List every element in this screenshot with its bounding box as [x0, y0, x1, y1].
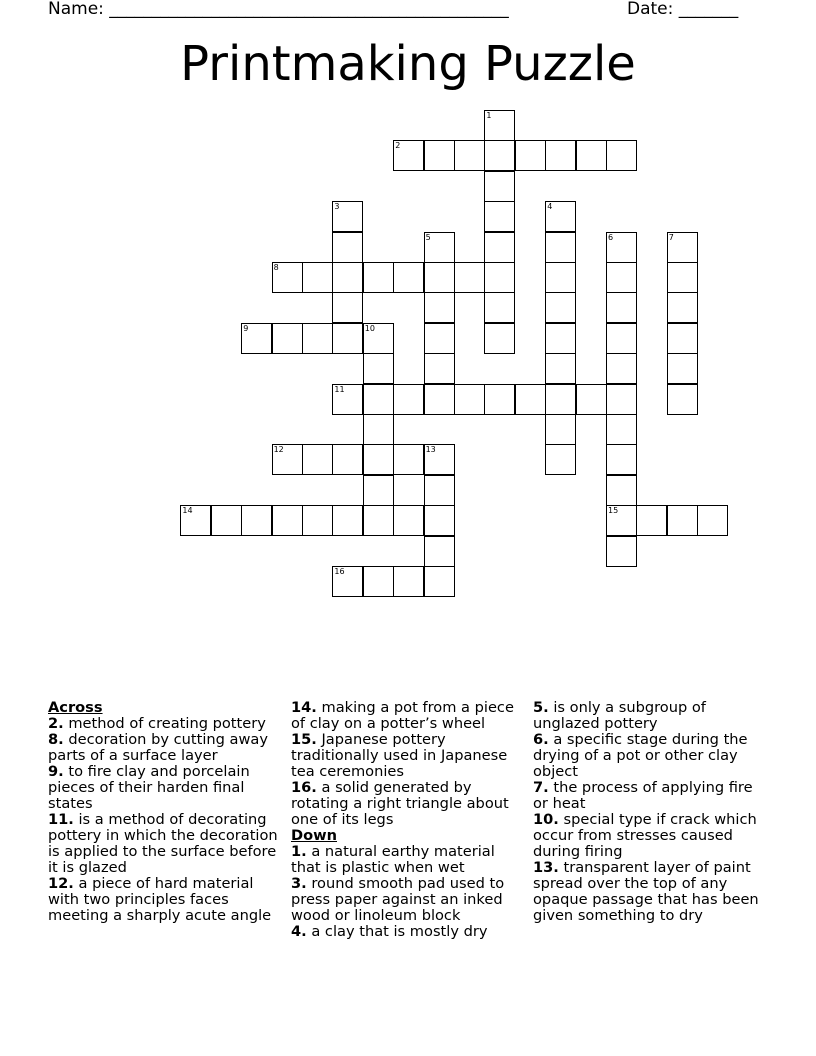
grid-cell[interactable]	[606, 323, 637, 354]
grid-cell[interactable]	[484, 232, 515, 263]
grid-cell[interactable]	[454, 140, 485, 171]
clue-item	[291, 844, 526, 876]
clue-item-text: decoration by cutting away parts of a surface layer	[48, 731, 268, 764]
grid-cell[interactable]	[606, 292, 637, 323]
clue-item-number: 16.	[291, 779, 317, 796]
grid-cell[interactable]	[363, 384, 394, 415]
grid-cell[interactable]	[606, 414, 637, 445]
grid-cell[interactable]	[545, 140, 576, 171]
grid-cell[interactable]	[302, 323, 333, 354]
grid-cell[interactable]	[545, 323, 576, 354]
grid-cell[interactable]	[606, 475, 637, 506]
grid-cell[interactable]	[576, 140, 607, 171]
clue-number-label: 2	[395, 141, 401, 151]
grid-cell[interactable]	[545, 262, 576, 293]
clue-item-number: 8.	[48, 731, 64, 748]
clue-item-number: 9.	[48, 763, 64, 780]
grid-cell[interactable]	[332, 262, 363, 293]
clue-item-text: special type if crack which occur from stresses caused during firing	[533, 811, 757, 860]
grid-cell[interactable]	[545, 444, 576, 475]
clue-number-label: 1	[486, 111, 492, 120]
grid-cell[interactable]	[606, 353, 637, 384]
grid-cell[interactable]	[515, 140, 546, 171]
clue-number-label: 16	[334, 567, 345, 576]
grid-cell[interactable]	[424, 262, 455, 293]
across-clues	[48, 716, 283, 924]
clue-item-number: 1.	[291, 843, 307, 860]
grid-cell[interactable]	[302, 262, 333, 293]
grid-cell[interactable]	[454, 262, 485, 293]
clue-item-number: 3.	[291, 875, 307, 892]
clue-item-text: a clay that is mostly dry	[306, 923, 488, 940]
clue-item-text: a piece of hard material with two principles faces meeting a sharply acute angle	[48, 875, 272, 924]
clue-item-text: making a pot from a piece of clay on a potter’s wheel	[291, 699, 514, 732]
clue-item	[291, 732, 526, 780]
grid-cell[interactable]	[697, 505, 728, 536]
grid-cell[interactable]	[545, 232, 576, 263]
clue-item-number: 6.	[533, 731, 549, 748]
clue-item-number: 14.	[291, 699, 317, 716]
clue-number-label: 8	[273, 263, 279, 272]
date-field-label: Date: _______	[627, 0, 739, 19]
clue-item	[533, 812, 768, 860]
clue-item	[48, 764, 283, 812]
grid-cell[interactable]	[302, 444, 333, 475]
grid-cell[interactable]	[576, 384, 607, 415]
down-clues-continued	[533, 700, 768, 924]
grid-cell[interactable]	[667, 505, 698, 536]
grid-cell[interactable]	[424, 353, 455, 384]
clue-item-number: 12.	[48, 875, 74, 892]
clue-item-number: 5.	[533, 699, 549, 716]
grid-cell[interactable]	[545, 384, 576, 415]
grid-cell[interactable]	[484, 201, 515, 232]
grid-cell[interactable]	[454, 384, 485, 415]
grid-cell[interactable]	[606, 140, 637, 171]
grid-cell[interactable]	[393, 444, 424, 475]
clue-number-label: 15	[608, 506, 619, 516]
clue-number-label: 14	[182, 506, 193, 516]
clue-number-label: 12	[273, 445, 284, 455]
grid-cell[interactable]	[211, 505, 242, 536]
grid-cell[interactable]	[363, 475, 394, 506]
grid-cell[interactable]	[606, 444, 637, 475]
grid-cell[interactable]	[484, 171, 515, 202]
grid-cell[interactable]	[484, 140, 515, 171]
down-clues	[291, 844, 526, 940]
clue-item	[533, 860, 768, 924]
clue-item-number: 13.	[533, 859, 559, 876]
clue-number-label: 10	[364, 323, 375, 333]
grid-cell[interactable]	[484, 262, 515, 293]
clue-column-1	[48, 700, 283, 924]
grid-cell[interactable]	[393, 566, 424, 597]
clue-item-number: 10.	[533, 811, 559, 828]
clue-item	[291, 700, 526, 732]
clue-list	[0, 700, 816, 1000]
grid-cell[interactable]	[424, 566, 455, 597]
grid-cell[interactable]	[393, 505, 424, 536]
clue-item	[533, 780, 768, 812]
across-clues-continued	[291, 700, 526, 828]
grid-cell[interactable]	[424, 536, 455, 567]
clue-item-text: to fire clay and porcelain pieces of their harden final states	[48, 763, 250, 812]
clue-number-label: 5	[425, 232, 431, 242]
grid-cell[interactable]	[393, 262, 424, 293]
grid-cell[interactable]	[302, 505, 333, 536]
page-title: Printmaking Puzzle	[180, 36, 636, 92]
grid-cell[interactable]	[363, 505, 394, 536]
clue-item-text: a specific stage during the drying of a pot or other clay object	[533, 731, 748, 780]
clue-item-number: 2.	[48, 715, 64, 732]
clue-item-text: round smooth pad used to press paper against an inked wood or linoleum block	[291, 875, 505, 924]
clue-number-label: 7	[668, 232, 674, 242]
clue-item	[48, 716, 283, 732]
clue-item-text: a solid generated by rotating a right triangle about one of its legs	[291, 779, 509, 828]
clue-number-label: 3	[334, 202, 340, 212]
clue-item	[533, 700, 768, 732]
grid-cell[interactable]	[424, 505, 455, 536]
grid-cell[interactable]	[332, 505, 363, 536]
grid-cell[interactable]	[272, 505, 303, 536]
clue-item-text: is a method of decorating pottery in which the decoration is applied to the surface before it is glazed	[48, 811, 278, 876]
grid-cell[interactable]	[363, 444, 394, 475]
grid-cell[interactable]	[606, 384, 637, 415]
clue-number-label: 13	[425, 445, 436, 455]
grid-cell[interactable]	[241, 505, 272, 536]
grid-cell[interactable]	[424, 323, 455, 354]
grid-cell[interactable]	[545, 292, 576, 323]
clue-number-label: 6	[608, 232, 614, 242]
grid-cell[interactable]	[545, 414, 576, 445]
clue-number-label: 11	[334, 384, 345, 394]
clue-item-number: 7.	[533, 779, 549, 796]
grid-cell[interactable]	[484, 384, 515, 415]
clue-item	[48, 732, 283, 764]
clue-item	[533, 732, 768, 780]
grid-cell[interactable]	[515, 384, 546, 415]
clue-item-number: 11.	[48, 811, 74, 828]
grid-cell[interactable]	[636, 505, 667, 536]
grid-cell[interactable]	[484, 292, 515, 323]
grid-cell[interactable]	[424, 292, 455, 323]
clue-item	[291, 924, 526, 940]
clue-item-text: the process of applying fire or heat	[533, 779, 753, 812]
grid-cell[interactable]	[393, 384, 424, 415]
grid-cell[interactable]	[606, 536, 637, 567]
clue-item	[48, 876, 283, 924]
grid-cell[interactable]	[667, 262, 698, 293]
clue-item-text: method of creating pottery	[63, 715, 266, 732]
grid-cell[interactable]	[667, 384, 698, 415]
grid-cell[interactable]	[545, 353, 576, 384]
clue-item-text: is only a subgroup of unglazed pottery	[533, 699, 706, 732]
grid-cell[interactable]	[667, 353, 698, 384]
grid-cell[interactable]	[332, 232, 363, 263]
clue-item-text: a natural earthy material that is plastic when wet	[291, 843, 495, 876]
clue-item	[291, 780, 526, 828]
grid-cell[interactable]	[484, 323, 515, 354]
grid-cell[interactable]	[424, 475, 455, 506]
down-heading: Down	[291, 827, 338, 844]
grid-cell[interactable]	[424, 384, 455, 415]
clue-item-text: transparent layer of paint spread over the top of any opaque passage that has been given something to dry	[533, 859, 759, 924]
grid-cell[interactable]	[332, 444, 363, 475]
grid-cell[interactable]	[667, 292, 698, 323]
clue-item-number: 4.	[291, 923, 307, 940]
grid-cell[interactable]	[424, 140, 455, 171]
clue-item	[291, 876, 526, 924]
grid-cell[interactable]	[363, 414, 394, 445]
grid-cell[interactable]	[363, 353, 394, 384]
clue-item-number: 15.	[291, 731, 317, 748]
clue-item-text: Japanese pottery traditionally used in Japanese tea ceremonies	[291, 731, 508, 780]
across-heading: Across	[48, 699, 103, 716]
clue-number-label: 9	[243, 323, 249, 333]
grid-cell[interactable]	[667, 323, 698, 354]
clue-item	[48, 812, 283, 876]
grid-cell[interactable]	[332, 323, 363, 354]
clue-number-label: 4	[547, 202, 553, 212]
grid-cell[interactable]	[363, 262, 394, 293]
grid-cell[interactable]	[606, 262, 637, 293]
clue-column-2	[291, 700, 526, 940]
name-field-label: Name: _______________________________________________	[48, 0, 509, 19]
grid-cell[interactable]	[363, 566, 394, 597]
grid-cell[interactable]	[272, 323, 303, 354]
grid-cell[interactable]	[332, 292, 363, 323]
clue-column-3	[533, 700, 768, 924]
